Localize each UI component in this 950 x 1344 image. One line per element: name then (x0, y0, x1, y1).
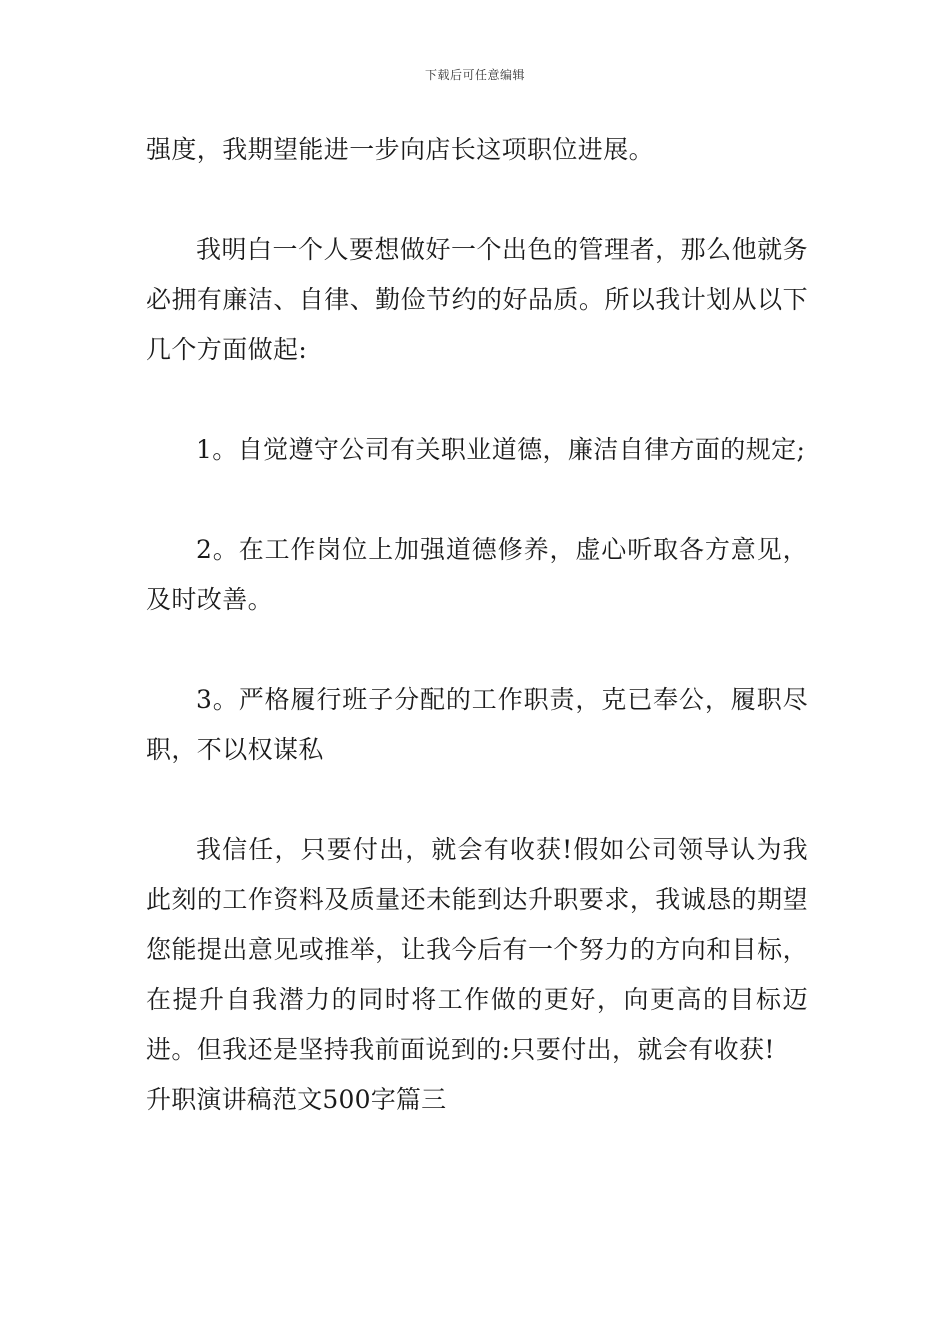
list-item-2: 2。在工作岗位上加强道德修养，虚心听取各方意见，及时改善。 (146, 535, 808, 614)
document-body (146, 125, 808, 1125)
list-item-1: 1。自觉遵守公司有关职业道德，廉洁自律方面的规定; (196, 435, 806, 464)
paragraph-management-qualities: 我明白一个人要想做好一个出色的管理者，那么他就务必拥有廉洁、自律、勤俭节约的好品质。所以我计划从以下几个方面做起: (146, 235, 808, 364)
header-note: 下载后可任意编辑 (424, 68, 525, 82)
section-heading: 升职演讲稿范文500字篇三 (146, 1085, 447, 1114)
paragraph-continuation: 强度，我期望能进一步向店长这项职位进展。 (146, 135, 655, 164)
list-item-3: 3。严格履行班子分配的工作职责，克已奉公，履职尽职，不以权谋私 (146, 685, 808, 764)
paragraph-conclusion: 我信任，只要付出，就会有收获!假如公司领导认为我此刻的工作资料及质量还未能到达升职要求，我诚恳的期望您能提出意见或推举，让我今后有一个努力的方向和目标，在提升自我潜力的同时将工作做的更好，向更高的目标迈进。但我还是坚持我前面说到的:只要付出，就会有收获! (146, 835, 808, 1064)
